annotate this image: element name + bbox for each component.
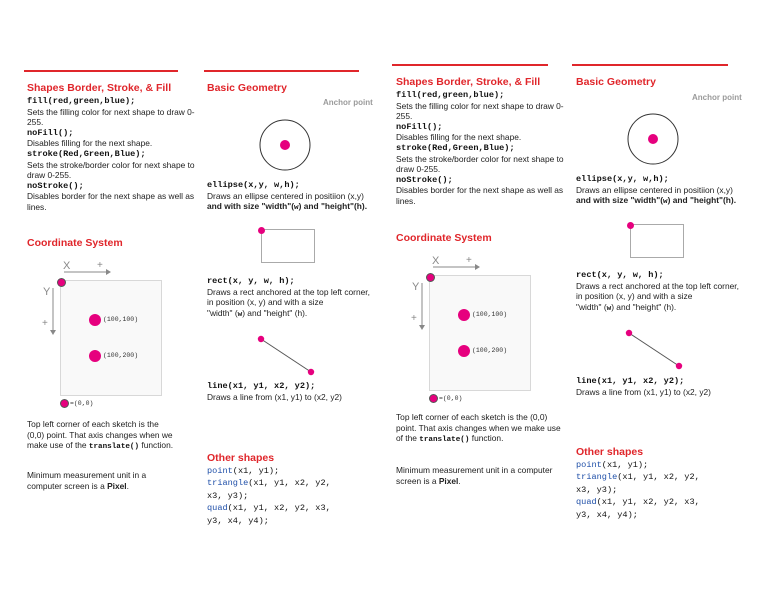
unit-end: . bbox=[458, 475, 461, 486]
section-rule bbox=[204, 70, 359, 72]
translate-code: translate() bbox=[419, 436, 470, 445]
shapes-heading: Shapes Border, Stroke, & Fill bbox=[396, 76, 541, 88]
coordinate-desc-text: Top left corner of each sketch is the (0,0) point. That axis changes when we make use of the bbox=[396, 412, 561, 444]
quad-args: (x1, y1, x2, y2, x3, bbox=[596, 497, 700, 508]
plus-y-label: + bbox=[411, 313, 417, 324]
rect-desc2-w: w bbox=[606, 304, 612, 313]
nostroke-desc: Disables border for the next shape as well as lines. bbox=[396, 185, 564, 206]
sketch-canvas bbox=[60, 280, 162, 396]
ellipse-section bbox=[207, 180, 372, 214]
line-desc: Draws a line from (x1, y1) to (x2, y2) bbox=[576, 386, 711, 397]
ellipse-section bbox=[576, 174, 746, 208]
stroke-desc: Sets the stroke/border color for next shape to draw 0-255. bbox=[396, 153, 564, 175]
nostroke-desc: Disables border for the next shape as well as lines. bbox=[27, 191, 195, 212]
point-fn: point bbox=[576, 460, 602, 470]
triangle-line bbox=[576, 471, 746, 483]
rect-desc: Draws a rect anchored at the top left corner, in position (x, y) and with a size bbox=[576, 280, 739, 302]
coordinate-heading: Coordinate System bbox=[396, 232, 492, 244]
rect-section bbox=[207, 276, 372, 320]
line-section bbox=[207, 381, 372, 402]
rect-desc2-pre: "width" ( bbox=[207, 307, 238, 318]
ellipse-desc2-pre: and with size "width"( bbox=[207, 201, 295, 212]
stroke-desc: Sets the stroke/border color for next shape to draw 0-255. bbox=[27, 159, 195, 181]
origin-dot bbox=[426, 273, 435, 282]
plus-y-label: + bbox=[42, 318, 48, 329]
ellipse-desc: Draws an ellipse centered in positiion (x,y) bbox=[207, 190, 364, 201]
rect-desc2-end: ) and "height" (h). bbox=[611, 301, 677, 312]
rect-desc2 bbox=[576, 302, 746, 315]
rect-code: rect(x, y, w, h); bbox=[576, 270, 664, 280]
rect-desc: Draws a rect anchored at the top left corner, in position (x, y) and with a size bbox=[207, 286, 370, 308]
fill-desc: Sets the filling color for next shape to draw 0-255. bbox=[27, 106, 195, 128]
ellipse-illustration bbox=[258, 118, 312, 172]
point-args: (x1, y1); bbox=[601, 460, 649, 470]
unit-end: . bbox=[126, 480, 129, 491]
triangle-args: (x1, y1, x2, y2, bbox=[617, 472, 700, 483]
ellipse-code: ellipse(x,y, w,h); bbox=[207, 180, 300, 190]
origin-label: =(0,0) bbox=[70, 400, 94, 407]
quad-line bbox=[576, 496, 746, 508]
rect-anchor-dot bbox=[258, 227, 265, 234]
point-line bbox=[576, 459, 746, 471]
ellipse-code: ellipse(x,y, w,h); bbox=[576, 174, 669, 184]
fill-desc: Sets the filling color for next shape to draw 0-255. bbox=[396, 100, 564, 122]
point-line bbox=[207, 465, 372, 477]
triangle-line2: x3, y3); bbox=[576, 484, 618, 495]
line-illustration bbox=[256, 334, 318, 376]
x-axis-label: X bbox=[63, 260, 71, 272]
line-code: line(x1, y1, x2, y2); bbox=[207, 381, 316, 391]
ellipse-desc2 bbox=[576, 195, 746, 208]
quad-fn: quad bbox=[576, 497, 597, 508]
x-axis-label: X bbox=[432, 255, 440, 267]
shapes-heading: Shapes Border, Stroke, & Fill bbox=[27, 82, 172, 94]
unit-text: Minimum measurement unit in a computer screen is a bbox=[396, 465, 553, 486]
other-shapes-heading: Other shapes bbox=[207, 452, 275, 464]
triangle-line2: x3, y3); bbox=[207, 490, 249, 501]
plus-x-label: + bbox=[466, 255, 472, 266]
anchor-point-label: Anchor point bbox=[323, 98, 373, 107]
nofill-code: noFill(); bbox=[27, 127, 74, 138]
nofill-desc: Disables filling for the next shape. bbox=[27, 138, 153, 149]
point2-label: (100,200) bbox=[103, 352, 139, 359]
ellipse-desc2-end: ) and "height"(h). bbox=[667, 195, 737, 206]
point-fn: point bbox=[207, 466, 233, 476]
quad-args: (x1, y1, x2, y2, x3, bbox=[227, 503, 331, 514]
stroke-code: stroke(Red,Green,Blue); bbox=[396, 142, 515, 153]
y-axis-label: Y bbox=[43, 286, 51, 298]
shapes-section bbox=[396, 90, 566, 207]
line-desc: Draws a line from (x1, y1) to (x2, y2) bbox=[207, 391, 342, 402]
coordinate-diagram bbox=[396, 253, 546, 413]
rect-desc2-pre: "width" ( bbox=[576, 301, 607, 312]
nofill-code: noFill(); bbox=[396, 121, 443, 132]
rect-illustration bbox=[261, 229, 315, 263]
origin-label: =(0,0) bbox=[439, 395, 463, 402]
fill-code: fill(red,green,blue); bbox=[27, 96, 136, 106]
coordinate-desc bbox=[27, 419, 177, 453]
ellipse-desc2-end: ) and "height"(h). bbox=[298, 201, 368, 212]
point-dot bbox=[89, 350, 101, 362]
section-rule bbox=[392, 64, 548, 66]
shapes-section bbox=[27, 96, 197, 213]
other-shapes-section bbox=[576, 459, 746, 521]
translate-code: translate() bbox=[88, 443, 140, 452]
anchor-point-label: Anchor point bbox=[692, 93, 742, 102]
point1-label: (100,100) bbox=[472, 311, 508, 318]
coordinate-desc-end: function. bbox=[139, 440, 174, 451]
point-dot bbox=[458, 345, 470, 357]
stroke-code: stroke(Red,Green,Blue); bbox=[27, 148, 146, 159]
section-rule bbox=[572, 64, 728, 66]
triangle-fn: triangle bbox=[207, 478, 249, 489]
pixel-word: Pixel bbox=[107, 480, 127, 491]
unit-text: Minimum measurement unit in a computer screen is a bbox=[27, 470, 147, 491]
point2-label: (100,200) bbox=[472, 347, 508, 354]
triangle-args: (x1, y1, x2, y2, bbox=[248, 478, 331, 489]
rect-anchor-dot bbox=[627, 222, 634, 229]
section-rule bbox=[24, 70, 178, 72]
coordinate-diagram bbox=[27, 258, 177, 418]
ellipse-illustration bbox=[626, 112, 680, 166]
point-dot bbox=[89, 314, 101, 326]
line-code: line(x1, y1, x2, y2); bbox=[576, 376, 685, 386]
coordinate-desc bbox=[396, 412, 566, 446]
triangle-line bbox=[207, 477, 372, 489]
ellipse-desc2-w: w bbox=[294, 204, 299, 213]
rect-code: rect(x, y, w, h); bbox=[207, 276, 295, 286]
y-axis-label: Y bbox=[412, 281, 420, 293]
ellipse-desc2-w: w bbox=[663, 198, 668, 207]
nostroke-code: noStroke(); bbox=[27, 180, 84, 191]
quad-line2: y3, x4, y4); bbox=[207, 515, 269, 526]
point-dot bbox=[458, 309, 470, 321]
nofill-desc: Disables filling for the next shape. bbox=[396, 132, 522, 143]
origin-legend-dot bbox=[429, 394, 438, 403]
origin-legend-dot bbox=[60, 399, 69, 408]
ellipse-desc2 bbox=[207, 201, 372, 214]
point-args: (x1, y1); bbox=[232, 466, 280, 476]
fill-code: fill(red,green,blue); bbox=[396, 90, 505, 100]
triangle-fn: triangle bbox=[576, 472, 618, 483]
rect-section bbox=[576, 270, 746, 314]
point1-label: (100,100) bbox=[103, 316, 139, 323]
pixel-word: Pixel bbox=[438, 475, 459, 486]
rect-illustration bbox=[630, 224, 684, 258]
coordinate-heading: Coordinate System bbox=[27, 237, 123, 249]
line-section bbox=[576, 376, 746, 397]
quad-fn: quad bbox=[207, 503, 228, 514]
ellipse-desc: Draws an ellipse centered in positiion (x,y) bbox=[576, 184, 733, 195]
quad-line bbox=[207, 502, 372, 514]
coordinate-desc-end: function. bbox=[469, 433, 504, 444]
nostroke-code: noStroke(); bbox=[396, 174, 453, 185]
rect-desc2 bbox=[207, 308, 372, 321]
line-illustration bbox=[624, 328, 686, 370]
unit-desc bbox=[27, 470, 177, 491]
plus-x-label: + bbox=[97, 260, 103, 271]
coordinate-desc-text: Top left corner of each sketch is the (0,0) point. That axis changes when we make use of the bbox=[27, 419, 173, 451]
origin-dot bbox=[57, 278, 66, 287]
other-shapes-section bbox=[207, 465, 372, 527]
sketch-canvas bbox=[429, 275, 531, 391]
other-shapes-heading: Other shapes bbox=[576, 446, 644, 458]
geometry-heading: Basic Geometry bbox=[207, 82, 287, 94]
unit-desc bbox=[396, 465, 566, 486]
quad-line2: y3, x4, y4); bbox=[576, 509, 638, 520]
geometry-heading: Basic Geometry bbox=[576, 76, 656, 88]
rect-desc2-end: ) and "height" (h). bbox=[242, 307, 308, 318]
ellipse-desc2-pre: and with size "width"( bbox=[576, 195, 664, 206]
rect-desc2-w: w bbox=[237, 310, 243, 319]
